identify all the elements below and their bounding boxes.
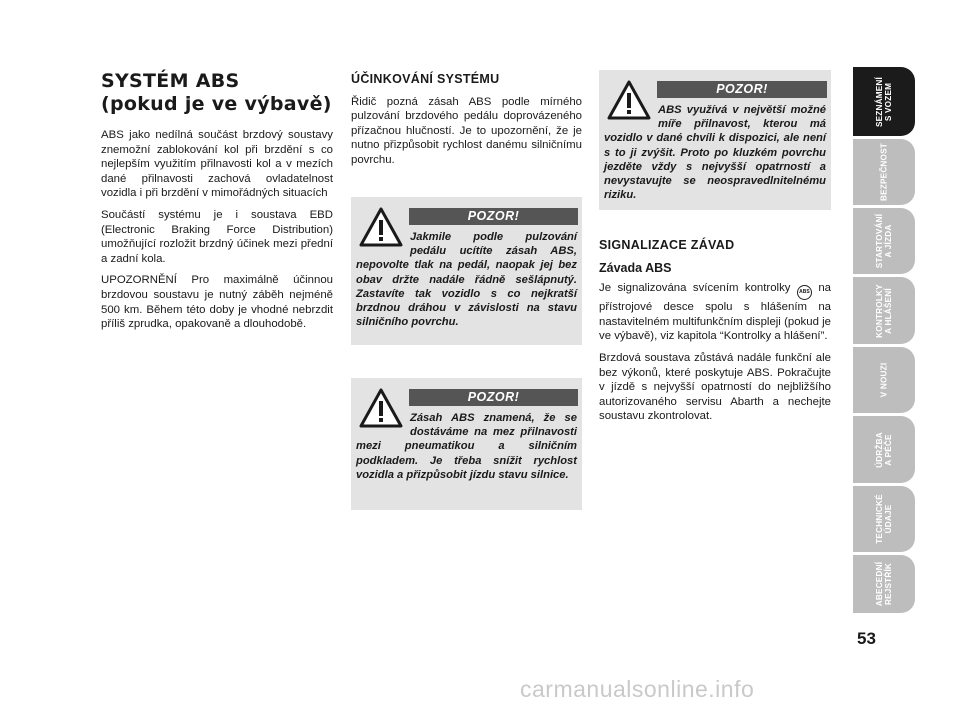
tab-emergency[interactable] [853, 347, 915, 413]
paragraph-text: na přístrojové desce spolu s hlášením na nastavitelném multifunkčním displeji (pokud je ve výbavě), viz kapitola “Kontrolky a hlášení”. [599, 282, 831, 343]
tab-label: ABECEDNÍ REJSTŘÍK [875, 561, 893, 607]
paragraph: ABS jako nedílná součást brzdový soustavy znemožní zablokování kol při brzdění s co nejlepším využitím přilnavosti kol a v mezích dané přilnavosti zachová ovladatelnost vozidla i při brzdění v mimořádných situacích [101, 129, 333, 200]
subsection-heading: Závada ABS [599, 260, 672, 275]
tab-getting-to-know[interactable] [853, 67, 915, 136]
warning-box [351, 378, 582, 510]
tab-label: TECHNICKÉ ÚDAJE [875, 494, 893, 544]
section-title [101, 70, 333, 116]
tab-label: KONTROLKY A HLÁŠENÍ [875, 283, 893, 338]
warning-label: POZOR! [409, 389, 578, 406]
section-heading: ÚČINKOVÁNÍ SYSTÉMU [351, 72, 500, 86]
paragraph-notice: UPOZORNĚNÍ Pro maximálně účinnou brzdovou soustavu je nutný záběh nejméně 500 km. Během této doby je vhodné nebrzdit příliš zprudka, opakovaně a dlouhodobě. [101, 274, 333, 331]
warning-box [599, 70, 831, 210]
tab-warning-lights[interactable] [853, 277, 915, 344]
paragraph: Brzdová soustava zůstává nadále funkční ale bez výkonů, které poskytuje ABS. Pokračujte v jízdě s nejvyšší opatrností do nejbližšího autorizovaného servisu Abarth a nechejte soustavu zkontrolovat. [599, 351, 831, 423]
section-title-line2: (pokud je ve výbavě) [101, 93, 332, 115]
warning-label: POZOR! [409, 208, 578, 225]
page-number: 53 [857, 629, 876, 648]
watermark: carmanualsonline.info [520, 676, 755, 702]
tab-index[interactable] [853, 555, 915, 613]
column-system-operation [351, 72, 582, 175]
paragraph: Součástí systému je i soustava EBD (Electronic Braking Force Distribution) umožňující rozložit brzdný účinek mezi přední a zadní kola. [101, 208, 333, 265]
warning-text: ABS využívá v největší možné míře přilnavost, kterou má vozidlo v dané chvíli k dispozici, ale není s to ji zvýšit. Proto po kluzkém povrchu jezděte vždy s nejvyšší opatrností a nevystavujte se neospravedlnitelnému riziku. [604, 104, 826, 202]
warning-box [351, 197, 582, 345]
tab-label: ÚDRŽBA A PÉČE [875, 431, 893, 468]
column-abs-system [101, 70, 333, 339]
paragraph-text: Je signalizována svícením kontrolky [599, 282, 791, 295]
paragraph: Řidič pozná zásah ABS podle mírného pulzování brzdového pedálu doprovázeného přízačnou hlučností. Je to upozornění, že je nutno přizpůsobit rychlost danému silničnímu povrchu. [351, 95, 582, 166]
tab-safety[interactable] [853, 139, 915, 205]
abs-warning-light-icon: ABS [797, 285, 812, 300]
paragraph [599, 281, 831, 344]
warning-text: Jakmile podle pulzování pedálu ucítíte zásah ABS, nepovolte tlak na pedál, naopak jej bez obav držte nadále řádně sešlápnutý. Zastavíte tak vozidlo s co nejkratší brzdnou dráhou v závislosti na stavu silničního povrchu. [356, 231, 577, 329]
column-fault-signalling [599, 238, 831, 431]
section-title-line1: SYSTÉM ABS [101, 70, 240, 92]
tab-maintenance[interactable] [853, 416, 915, 483]
warning-text: Zásah ABS znamená, že se dostáváme na mez přilnavosti mezi pneumatikou a silničním podkladem. Je třeba snížit rychlost vozidla a přizpůsobit jízdu stavu silnice. [356, 412, 577, 481]
tab-technical-data[interactable] [853, 486, 915, 552]
section-heading: SIGNALIZACE ZÁVAD [599, 238, 735, 252]
chapter-tabs [853, 67, 919, 613]
tab-label: V NOUZI [879, 362, 889, 398]
warning-label: POZOR! [657, 81, 827, 98]
tab-label: STARTOVÁNÍ A JÍZDA [875, 213, 893, 269]
tab-starting-driving[interactable] [853, 208, 915, 274]
tab-label: SEZNÁMENÍ S VOZEM [875, 76, 893, 127]
tab-label: BEZPEČNOST [879, 143, 889, 201]
